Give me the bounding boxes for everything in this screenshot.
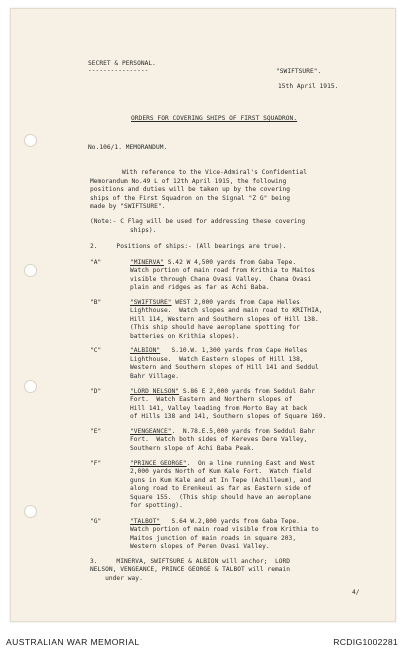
- position-label: "G": [90, 518, 102, 525]
- archive-footer: [0, 626, 404, 654]
- position-label: "F": [90, 460, 102, 467]
- position-label: "E": [90, 428, 102, 435]
- ship-name: "SWIFTSURE": [130, 299, 172, 306]
- ship-name: "PRINCE GEORGE": [130, 460, 187, 467]
- archive-id: RCDIG1002281: [333, 637, 398, 647]
- ship-name: "LORD NELSON": [130, 388, 180, 395]
- punch-hole: [24, 134, 37, 147]
- position-label: "D": [90, 388, 102, 395]
- positions-heading: 2. Positions of ships:- (All bearings are true).: [90, 243, 287, 250]
- ship-name: "TALBOT": [130, 518, 161, 525]
- punch-hole: [24, 264, 37, 277]
- archive-name: AUSTRALIAN WAR MEMORIAL: [6, 637, 140, 647]
- ship-name: "MINERVA": [130, 259, 164, 266]
- ship-name: "VENGEANCE": [130, 428, 172, 435]
- memo-number: No.106/1. MEMORANDUM.: [88, 144, 168, 151]
- position-label: "C": [90, 347, 102, 354]
- document-date: 15th April 1915.: [278, 83, 339, 90]
- position-label: "B": [90, 299, 102, 306]
- page-marker: 4/: [352, 589, 360, 596]
- ship-header: "SWIFTSURE".: [276, 68, 322, 75]
- classification: SECRET & PERSONAL.: [88, 60, 156, 67]
- punch-hole: [24, 505, 37, 518]
- position-label: "A": [90, 259, 102, 266]
- punch-hole: [24, 380, 37, 393]
- document-title: ORDERS FOR COVERING SHIPS OF FIRST SQUADRON.: [131, 115, 298, 122]
- classification-rule: ----------------: [88, 67, 149, 74]
- ship-name: "ALBION": [130, 347, 161, 354]
